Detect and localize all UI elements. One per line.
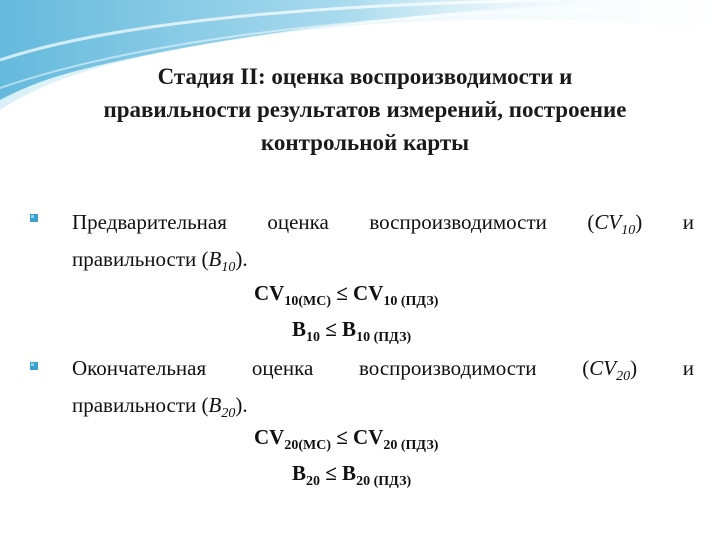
slide-title — [40, 60, 690, 159]
title-line-3: контрольной карты — [260, 130, 470, 155]
list-item-preliminary — [72, 208, 694, 282]
formula-b20: $B_{20} \le B_{20 (ПДЗ)}$ — [292, 461, 412, 489]
formula-cv20: $CV_{20(МС)} \le CV_{20 (ПДЗ)}$ — [254, 425, 439, 453]
formula-b10: $B_{10} \le B_{10 (ПДЗ)}$ — [292, 317, 412, 345]
title-line-1: Стадия II: оценка воспроизводимости и — [157, 64, 573, 89]
list-item-line-2: правильности $(B_{10})$. — [72, 247, 248, 276]
list-item-line-2: правильности $(B_{20})$. — [72, 393, 248, 422]
list-item-final — [72, 354, 694, 428]
list-item-line-1: Предварительная оценка воспроизводимости $(CV_{10})$ и — [72, 210, 695, 239]
list-item-line-1: Окончательная оценка воспроизводимости $(CV_{20})$ и — [72, 356, 694, 385]
square-bullet-icon — [30, 214, 38, 222]
formula-cv10: $CV_{10(МС)} \le CV_{10 (ПДЗ)}$ — [254, 281, 439, 309]
title-line-2: правильности результатов измерений, построение — [103, 97, 627, 122]
square-bullet-icon — [30, 362, 38, 370]
